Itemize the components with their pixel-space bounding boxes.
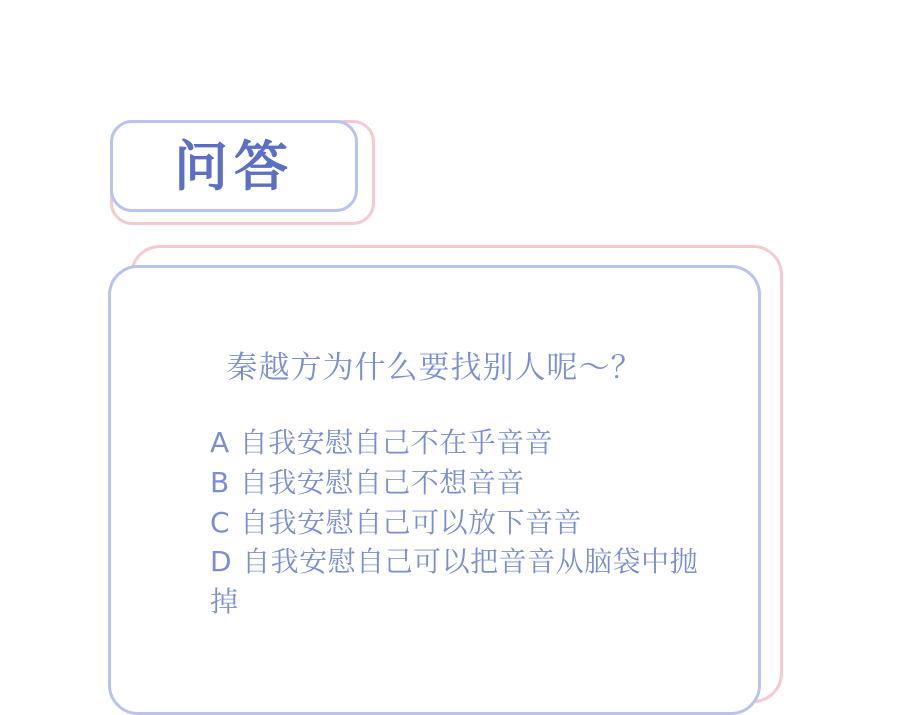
- option-c-letter: C: [210, 505, 231, 539]
- option-b-label: 自我安慰自己不想音音: [239, 465, 525, 499]
- option-a[interactable]: [148, 423, 721, 463]
- option-d-label: 自我安慰自己可以把音音从脑袋中抛掉: [210, 545, 699, 619]
- question-text: 秦越方为什么要找别人呢～？: [226, 350, 643, 386]
- option-d-letter: D: [210, 545, 233, 579]
- option-b[interactable]: [148, 463, 721, 503]
- title-badge: [110, 120, 375, 225]
- page-title: 问答: [174, 134, 294, 198]
- option-a-letter: A: [210, 426, 230, 460]
- option-d[interactable]: [148, 542, 721, 622]
- option-c-label: 自我安慰自己可以放下音音: [240, 505, 583, 539]
- option-a-label: 自我安慰自己不在乎音音: [239, 426, 554, 460]
- question-card: [108, 245, 783, 715]
- option-c[interactable]: [148, 503, 721, 543]
- question-card-body: [108, 265, 761, 715]
- option-b-letter: B: [210, 465, 230, 499]
